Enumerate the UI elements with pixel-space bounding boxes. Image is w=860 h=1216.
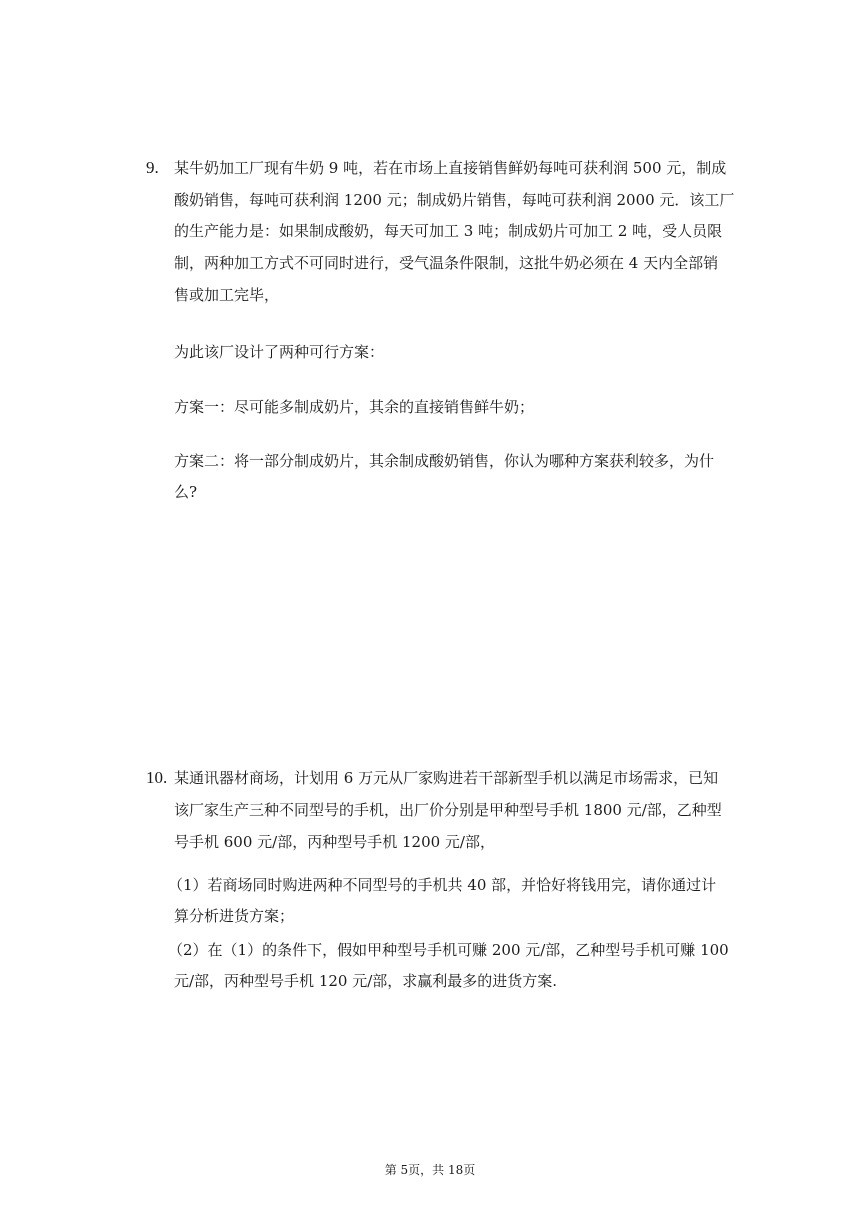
problem-text-line: 算分析进货方案； xyxy=(174,907,295,925)
problem-text-line: 号手机 600 元/部，丙种型号手机 1200 元/部， xyxy=(174,833,495,851)
problem-text-line: 该厂家生产三种不同型号的手机，出厂价分别是甲种型号手机 1800 元/部，乙种型 xyxy=(174,801,722,819)
problem-text-line: 么? xyxy=(174,483,198,501)
problem-text-line: （1）若商场同时购进两种不同型号的手机共 40 部，并恰好将钱用完，请你通过计 xyxy=(168,876,717,894)
problem-text-line: 元/部，丙种型号手机 120 元/部，求赢利最多的进货方案. xyxy=(174,972,558,990)
problem-text-line: 为此该厂设计了两种可行方案： xyxy=(174,343,385,361)
problem-text-line: 售或加工完毕， xyxy=(174,286,280,304)
problem-number: 9. xyxy=(146,158,159,177)
problem-text-line: 某牛奶加工厂现有牛奶 9 吨，若在市场上直接销售鲜奶每吨可获利润 500 元，制成 xyxy=(174,159,727,177)
problem-text-line: （2）在（1）的条件下，假如甲种型号手机可赚 200 元/部，乙种型号手机可赚 100 xyxy=(168,941,729,959)
problem-text-line: 方案二：将一部分制成奶片，其余制成酸奶销售，你认为哪种方案获利较多，为什 xyxy=(174,452,715,470)
problem-text-line: 的生产能力是：如果制成酸奶，每天可加工 3 吨；制成奶片可加工 2 吨，受人员限 xyxy=(174,222,723,240)
problem-text-line: 制，两种加工方式不可同时进行，受气温条件限制，这批牛奶必须在 4 天内全部销 xyxy=(174,254,719,272)
problem-number: 10. xyxy=(146,768,168,787)
problem-text-line: 方案一：尽可能多制成奶片，其余的直接销售鲜牛奶； xyxy=(174,398,535,416)
page-footer: 第 5页，共 18页 xyxy=(384,1163,476,1177)
problem-text-line: 酸奶销售，每吨可获利润 1200 元；制成奶片销售，每吨可获利润 2000 元．该工厂 xyxy=(174,191,735,209)
problem-text-line: 某通讯器材商场，计划用 6 万元从厂家购进若干部新型手机以满足市场需求，已知 xyxy=(174,769,719,787)
